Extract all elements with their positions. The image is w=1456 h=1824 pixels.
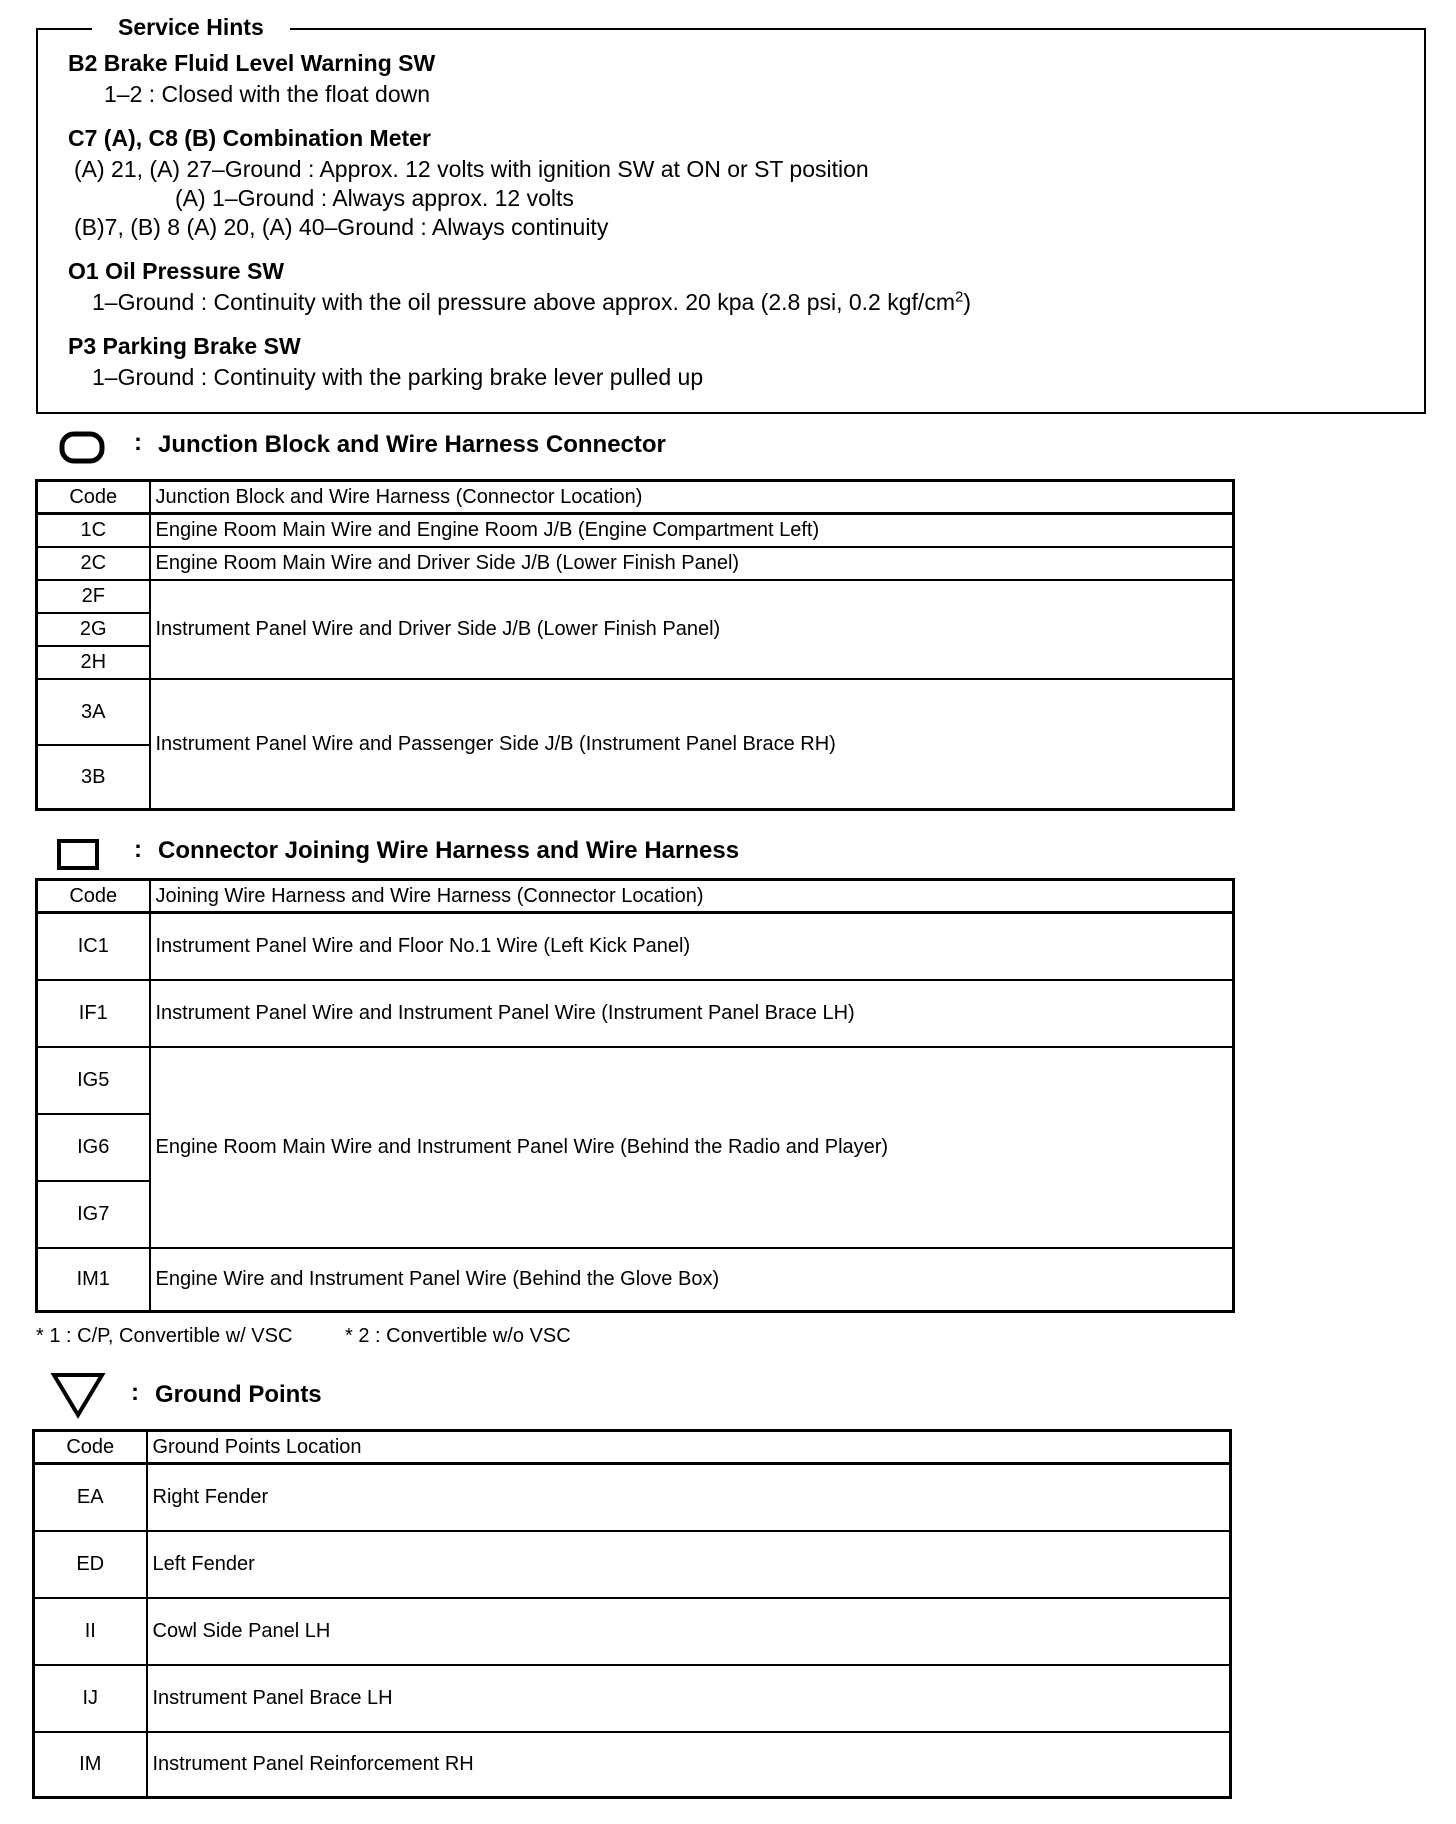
junction-col-code: Code	[37, 481, 150, 514]
connector-code: IG6	[37, 1114, 150, 1181]
table-row	[37, 1248, 1234, 1312]
connector-code: IC1	[37, 913, 150, 980]
ground-table	[32, 1429, 1232, 1799]
hint-heading-c7-c8: C7 (A), C8 (B) Combination Meter	[68, 125, 431, 151]
junction-code: 2G	[37, 613, 150, 646]
table-row	[34, 1464, 1231, 1531]
junction-code: 3B	[37, 745, 150, 810]
ground-col-location: Ground Points Location	[147, 1431, 1231, 1464]
hint-line-o1-close: )	[963, 289, 971, 315]
junction-code: 2H	[37, 646, 150, 679]
ground-code: IM	[34, 1732, 147, 1798]
junction-table	[35, 479, 1235, 811]
table-row	[37, 679, 1234, 745]
hint-line-c7-2: (A) 1–Ground : Always approx. 12 volts	[175, 185, 574, 211]
footnote-1: * 1 : C/P, Convertible w/ VSC	[36, 1325, 293, 1347]
ground-code: EA	[34, 1464, 147, 1531]
ground-heading: Ground Points	[155, 1381, 322, 1408]
service-hints-title: Service Hints	[92, 12, 290, 42]
junction-code: 3A	[37, 679, 150, 745]
connector-table	[35, 878, 1235, 1313]
connector-location: Instrument Panel Wire and Floor No.1 Wire (Left Kick Panel)	[150, 913, 1234, 980]
table-row	[37, 1047, 1234, 1114]
down-triangle-icon	[50, 1370, 108, 1420]
junction-code: 1C	[37, 514, 150, 547]
junction-colon: :	[134, 429, 142, 456]
ground-location: Cowl Side Panel LH	[147, 1598, 1231, 1665]
hint-heading-o1: O1 Oil Pressure SW	[68, 258, 285, 284]
square-icon	[56, 838, 102, 872]
ground-col-code: Code	[34, 1431, 147, 1464]
junction-location: Engine Room Main Wire and Driver Side J/B (Lower Finish Panel)	[150, 547, 1234, 580]
connector-code: IG7	[37, 1181, 150, 1248]
connector-heading: Connector Joining Wire Harness and Wire Harness	[158, 837, 740, 864]
connector-code: IF1	[37, 980, 150, 1047]
ground-code: II	[34, 1598, 147, 1665]
junction-table-header	[37, 481, 1234, 514]
hint-line-c7-1: (A) 21, (A) 27–Ground : Approx. 12 volts with ignition SW at ON or ST position	[74, 156, 869, 182]
table-row	[34, 1531, 1231, 1598]
connector-location: Engine Room Main Wire and Instrument Panel Wire (Behind the Radio and Player)	[150, 1047, 1234, 1248]
junction-location: Engine Room Main Wire and Engine Room J/B (Engine Compartment Left)	[150, 514, 1234, 547]
table-row	[37, 547, 1234, 580]
ground-location: Instrument Panel Brace LH	[147, 1665, 1231, 1732]
junction-location: Instrument Panel Wire and Passenger Side J/B (Instrument Panel Brace RH)	[150, 679, 1234, 810]
junction-location: Instrument Panel Wire and Driver Side J/B (Lower Finish Panel)	[150, 580, 1234, 679]
ground-location: Right Fender	[147, 1464, 1231, 1531]
connector-col-location: Joining Wire Harness and Wire Harness (Connector Location)	[150, 880, 1234, 913]
junction-code: 2C	[37, 547, 150, 580]
ground-location: Instrument Panel Reinforcement RH	[147, 1732, 1231, 1798]
hint-heading-b2: B2 Brake Fluid Level Warning SW	[68, 50, 436, 76]
table-row	[37, 980, 1234, 1047]
hint-line-o1-text: 1–Ground : Continuity with the oil pressure above approx. 20 kpa (2.8 psi, 0.2 kgf/cm	[92, 289, 955, 315]
rounded-rectangle-icon	[59, 430, 107, 466]
connector-col-code: Code	[37, 880, 150, 913]
footnote-2: * 2 : Convertible w/o VSC	[345, 1325, 571, 1347]
table-row	[37, 580, 1234, 613]
table-row	[34, 1598, 1231, 1665]
ground-code: ED	[34, 1531, 147, 1598]
hint-line-p3-1: 1–Ground : Continuity with the parking brake lever pulled up	[92, 364, 704, 390]
table-row	[34, 1732, 1231, 1798]
hint-line-c7-3: (B)7, (B) 8 (A) 20, (A) 40–Ground : Always continuity	[74, 214, 609, 240]
connector-code: IG5	[37, 1047, 150, 1114]
ground-colon: :	[131, 1379, 139, 1406]
hint-line-o1-superscript: 2	[954, 288, 964, 306]
junction-heading: Junction Block and Wire Harness Connector	[158, 431, 666, 458]
table-row	[37, 913, 1234, 980]
connector-code: IM1	[37, 1248, 150, 1312]
connector-colon: :	[134, 836, 142, 863]
ground-location: Left Fender	[147, 1531, 1231, 1598]
table-row	[37, 514, 1234, 547]
hint-line-o1-1	[92, 288, 971, 316]
connector-location: Instrument Panel Wire and Instrument Panel Wire (Instrument Panel Brace LH)	[150, 980, 1234, 1047]
table-row	[34, 1665, 1231, 1732]
junction-col-location: Junction Block and Wire Harness (Connector Location)	[150, 481, 1234, 514]
junction-code: 2F	[37, 580, 150, 613]
connector-table-header	[37, 880, 1234, 913]
connector-location: Engine Wire and Instrument Panel Wire (Behind the Glove Box)	[150, 1248, 1234, 1312]
hint-heading-p3: P3 Parking Brake SW	[68, 333, 301, 359]
hint-line-b2-1: 1–2 : Closed with the float down	[104, 81, 431, 107]
ground-code: IJ	[34, 1665, 147, 1732]
ground-table-header	[34, 1431, 1231, 1464]
